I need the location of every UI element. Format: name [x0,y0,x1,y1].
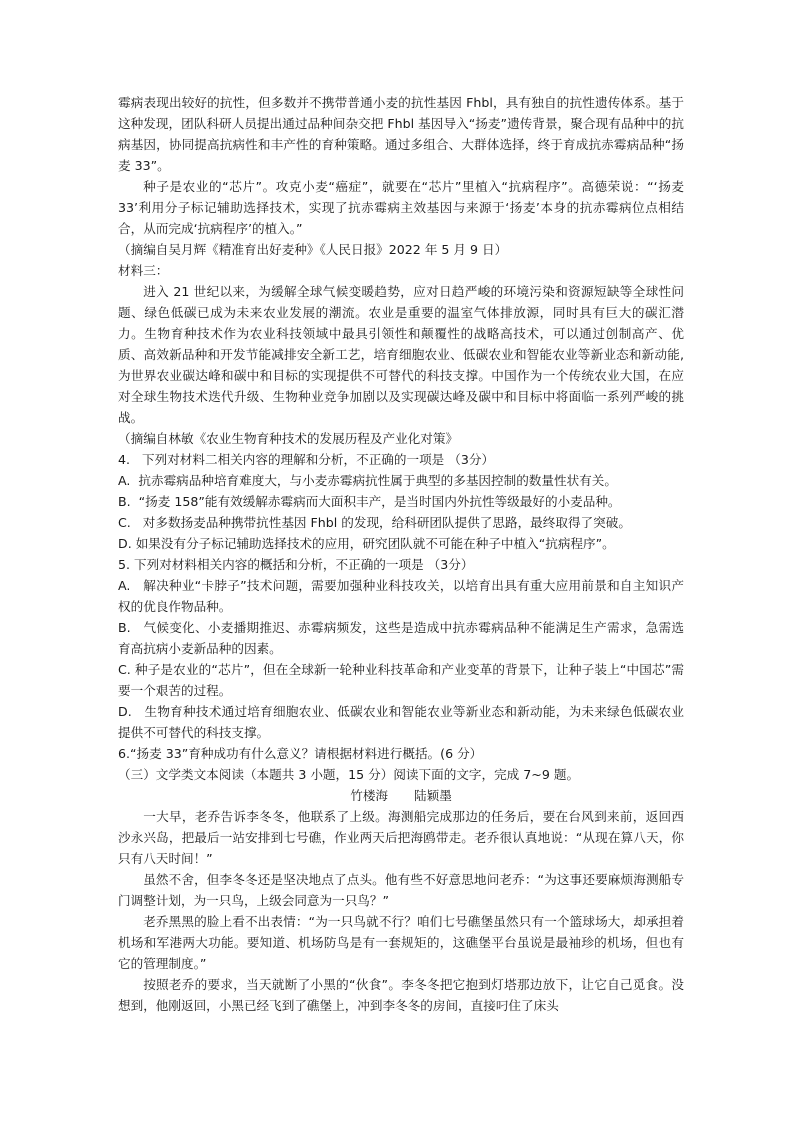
question-5-option-b: B. 气候变化、小麦播期推迟、赤霉病频发，这些是造成中抗赤霉病品种不能满足生产需求，急需选育高抗病小麦新品种的因素。 [118,620,684,656]
story-paragraph-1: 一大早，老乔告诉李冬冬，他联系了上级。海测船完成那边的任务后，要在台风到来前，返回西沙永兴岛，把最后一站安排到七号礁，作业两天后把海鸥带走。老乔很认真地说：“从现在算八天，你只有八天时间！” [118,809,684,866]
material3-label: 材料三： [118,263,169,278]
question-4-option-b: B. “扬麦 158”能有效缓解赤霉病而大面积丰产，是当时国内外抗性等级最好的小麦品种。 [118,494,621,509]
question-5-option-a: A. 解决种业“卡脖子”技术问题，需要加强种业科技攻关，以培育出具有重大应用前景和自主知识产权的优良作物品种。 [118,578,684,614]
material3-source: （摘编自林敏《农业生物育种技术的发展历程及产业化对策》 [118,431,459,446]
story-title-line [118,785,684,806]
story-paragraph-3: 老乔黑黑的脸上看不出表情：“为一只鸟就不行？咱们七号礁堡虽然只有一个篮球场大，却承担着机场和军港两大功能。要知道、机场防鸟是有一套规矩的，这礁堡平台虽说是最袖珍的机场，但也有它的管理制度。” [118,914,684,971]
exam-page [118,92,684,1016]
material2-paragraph-1: 霉病表现出较好的抗性，但多数并不携带普通小麦的抗性基因 Fhbl，具有独自的抗性遗传体系。基于这种发现，团队科研人员提出通过品种间杂交把 Fhbl 基因导入“扬麦”遗传背景，聚合现有品种中的抗病基因，协同提高抗病性和丰产性的育种策略。通过多组合、大群体选择，终于育成抗赤霉病品种“扬麦 33”。 [118,95,684,173]
question-6-stem: 6.“扬麦 33”育种成功有什么意义？请根据材料进行概括。(6 分） [118,746,483,761]
story-paragraph-2: 虽然不舍，但李冬冬还是坚决地点了点头。他有些不好意思地问老乔：“为这事还要麻烦海测船专门调整计划，为一只鸟，上级会同意为一只鸟？” [118,872,684,908]
story-author: 陆颖墨 [414,788,452,803]
material2-paragraph-2: 种子是农业的“芯片”。攻克小麦“癌症”，就要在“芯片”里植入“抗病程序”。高德荣说：“‘扬麦 33’利用分子标记辅助选择技术，实现了抗赤霉病主效基因与来源于‘扬麦’本身的抗赤霉病位点相结合，从而完成‘抗病程序’的植入。” [118,179,684,236]
question-4-option-a: A. 抗赤霉病品种培育难度大，与小麦赤霉病抗性属于典型的多基因控制的数量性状有关。 [118,473,617,488]
story-title: 竹楼海 [350,788,388,803]
question-5-stem: 5. 下列对材料相关内容的概括和分析，不正确的一项是 （3分） [118,557,474,572]
question-4-stem: 4. 下列对材料二相关内容的理解和分析，不正确的一项是 （3分） [118,452,495,467]
section-3-heading: （三）文学类文本阅读（本题共 3 小题，15 分）阅读下面的文字，完成 7~9 题。 [118,767,580,782]
question-4-option-d: D. 如果没有分子标记辅助选择技术的应用，研究团队就不可能在种子中植入“抗病程序”。 [118,536,615,551]
question-4-option-c: C. 对多数扬麦品种携带抗性基因 Fhbl 的发现，给科研团队提供了思路，最终取得了突破。 [118,515,631,530]
material2-source: （摘编自吴月辉《精准育出好麦种》《人民日报》2022 年 5 月 9 日） [118,242,508,257]
material3-paragraph: 进入 21 世纪以来，为缓解全球气候变暖趋势，应对日趋严峻的环境污染和资源短缺等全球性问题、绿色低碳已成为未来农业发展的潮流。农业是重要的温室气体排放源，同时具有巨大的碳汇潜力。生物育种技术作为农业科技领域中最具引领性和颠覆性的战略高技术，可以通过创制高产、优质、高效新品种和开发节能减排安全新工艺，培育细胞农业、低碳农业和智能农业等新业态和新动能,为世界农业碳达峰和碳中和目标的实现提供不可替代的科技支撑。中国作为一个传统农业大国，在应对全球生物技术迭代升级、生物种业竞争加剧以及实现碳达峰及碳中和目标中将面临一系列严峻的挑战。 [118,284,684,425]
story-paragraph-4: 按照老乔的要求，当天就断了小黑的“伙食”。李冬冬把它抱到灯塔那边放下，让它自己觅食。没想到，他刚返回，小黑已经飞到了礁堡上，冲到李冬冬的房间，直接叼住了床头 [118,977,684,1013]
question-5-option-c: C. 种子是农业的“芯片”，但在全球新一轮种业科技革命和产业变革的背景下，让种子装上“中国芯”需要一个艰苦的过程。 [118,662,684,698]
question-5-option-d: D. 生物育种技术通过培育细胞农业、低碳农业和智能农业等新业态和新动能，为未来绿色低碳农业提供不可替代的科技支撑。 [118,704,684,740]
